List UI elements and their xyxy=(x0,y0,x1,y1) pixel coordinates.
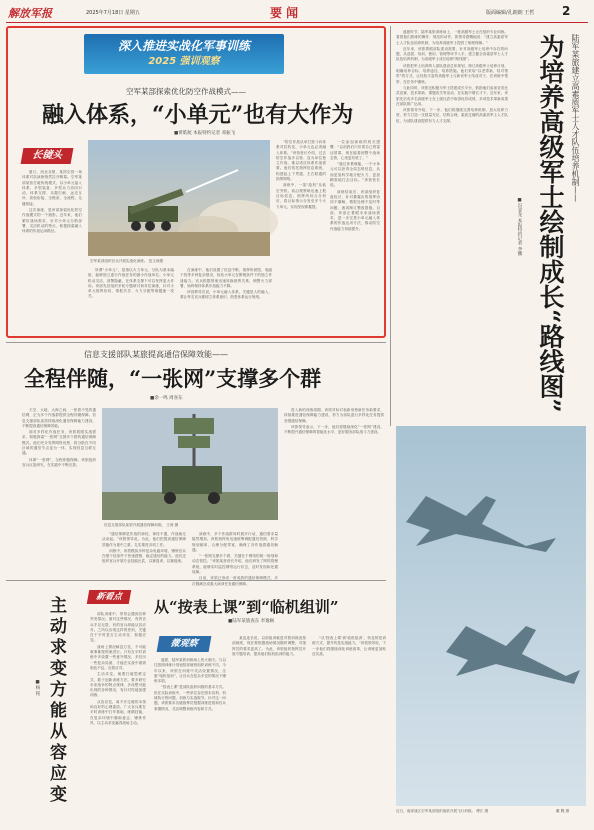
paragraph: 某连连长说，以前组训就是对着训练表按部就班，现在要根据战场情况随时调整，对指挥员的要求更高了。为此，该旅组织指挥员开展专题培训，提高他们临机组训的能力。 xyxy=(232,636,306,656)
bottom-story-byline: ■陆军某旅查东 李逸枫 xyxy=(228,619,275,624)
bottom-story-col2 xyxy=(232,636,306,820)
paragraph: 夏日，西北戈壁，某防空营一场体系对抗演练悄然拉开帷幕。空军某部某营打破传统模式，以小单元接入体系，多型装备、多型兵力协同行动，体系支撑、末端拦截、远近互补、高低衔接，全链条、全流程，无缝衔接。 xyxy=(22,170,82,206)
section-title: 要 闻 xyxy=(270,6,299,20)
top-story-subhead: 空军某部探索优化防空作战模式—— xyxy=(126,87,246,96)
paragraph: 一位参加演练的班长感慨：“以前我们只盯着自己的雷达屏幕，现在能看到整个战场态势，心里更有底了。” xyxy=(330,140,380,160)
top-story-photo-caption: 空军某部组织官兵开展实战化演练。 范文涛摄 xyxy=(90,259,164,263)
middle-story-col1 xyxy=(22,408,96,546)
paragraph: “通过体系赋能，一个小单元可以获得全局态势信息，从而更加科学地分配火力、更加精准地打击目标。”该营营长说。 xyxy=(330,162,380,188)
commentary-headline[interactable]: 主动求变方能从容应变 xyxy=(46,596,66,806)
page-number: 2 xyxy=(562,4,571,18)
paragraph: 从容应变，离不开过硬的本领和良好的心理素质。广大官兵要在平时训练中打牢基础、练精技能，在复杂环境中磨砺意志、锤炼作风，以主动求变赢得战场主动。 xyxy=(90,699,146,725)
top-story-kicker: 长镜头 xyxy=(21,148,74,164)
side-story-rule xyxy=(390,26,391,426)
paragraph: 该营教导员说，小单元融入体系，关键是人的融入，要让每名官兵都树立体系意识，熟悉体系运行规则。 xyxy=(180,290,272,300)
top-story-headline[interactable]: 融入体系，“小单元”也有大作为 xyxy=(42,102,354,128)
side-story-kicker: 陆军某旅建立高素质军士人才队伍培养机制—— xyxy=(571,34,580,202)
paragraph: 所谓“小单元”，是指以火力单元、分队为基本编组，能够独立遂行作战任务的最小作战单位。小单元机动灵活、部署隐蔽，在体系支撑下可以发挥更大作用。该部先后组织多轮专题研讨和对抗演练，针对小单元指挥协同、情报共享、火力分配等难题逐一攻关。 xyxy=(88,268,174,299)
commentary-byline: ■杨 铭 xyxy=(35,680,40,696)
paragraph: 部队训练中，常常会遇到各种突发情况。面对这些情况，有的官兵手足无措，有的官兵却能从容应对。之所以出现这样的差别，关键在于平时是否主动求变、积极应变。 xyxy=(90,612,146,643)
paragraph: 主动求变，就要打破思维定式，敢于创新训练方法。要多研究未来战争的特点规律，多设想可能出现的各种情况，有针对性地加强训练。 xyxy=(90,672,146,698)
paragraph: “从‘按表上课’到‘临机组训’，转变的是训练方式，提升的是实战能力。”该旅领导说，下一步他们将继续深化训练改革，让训练更加贴近实战。 xyxy=(312,636,386,656)
middle-story-rule xyxy=(6,342,386,343)
fighter-jets-image xyxy=(396,426,586,806)
side-story-headline[interactable]: 为培养高级军士绘制成长“路线图” xyxy=(536,34,565,413)
paragraph: 该旅领导介绍，下一步，他们将继续完善培养机制，加大培养力度，努力打造一支数量充足、结构合理、素质过硬的高素质军士人才队伍，为部队建设提供有力人才支撑。 xyxy=(396,108,508,123)
paragraph: 这次演练，是该部探索优化防空作战模式的一个缩影。近年来，他们紧盯战场需求，针对小单元分散部署、灵活机动的特点，积极探索融入体系的作战运用路径。 xyxy=(22,208,82,234)
top-story-col4 xyxy=(180,268,272,330)
bottom-story-headline[interactable]: 从“按表上课”到“临机组训” xyxy=(154,598,339,616)
paragraph: 演练结束后，该部组织复盘检讨，针对暴露出的指挥协同不顺畅、情报处理不及时等问题，逐项制订整改措施。目前，该部正着眼未来战场需求，进一步完善小单元融入体系的作战运用方法，推动防空作战能力持续提升。 xyxy=(330,189,380,231)
header-date: 2025年7月18日 星期五 xyxy=(86,10,140,16)
commentary-kicker: 新看点 xyxy=(87,590,131,604)
top-story-banner xyxy=(84,34,284,74)
paragraph: 近年来，该旅着眼部队建设需要，针对高级军士培养中存在的问题，从选拔、培训、使用、管理等环节入手，建立健全高素质军士人才队伍培养机制，为高级军士成长绘制“路线图”。 xyxy=(396,46,508,62)
side-story-body xyxy=(396,30,508,420)
paragraph: 盛夏时节，陆军某旅训练场上，一批高级军士正在组织专业训练。看着他们熟练的操作、规范的动作，旅领导感慨地说：“建立高素质军士人才队伍培养机制，为培养高级军士提供了制度保障。” xyxy=(396,30,508,45)
paragraph: “按表上课”是部队组织训练的基本方式。但在实际训练中，一些单位存在照本宣科、机械执行的问题，训练与实战脱节。针对这一问题，该旅要求各级指挥员根据训练进展和官兵掌握情况，灵活调整训练内容和方式。 xyxy=(154,685,226,711)
top-story-byline: ■黄皓航 本报特约记者 邓振飞 xyxy=(174,131,236,136)
paragraph: “一张网支撑多个群，关键在于网络的统一规划和动态管控。”该旅某营营长介绍，他们研发了网络管理系统，能够实时监控网络运行状态，及时发现和处置故障。 xyxy=(192,554,278,575)
header-rule xyxy=(6,22,588,23)
paragraph: 演练中，多个作战群同时展开行动，通信需求量陡然增加。该旅指挥所迅速统筹调配通信资源，科学规划频率，合理分配带宽，确保了各作战群通信畅通。 xyxy=(192,532,278,552)
middle-story-col2 xyxy=(102,532,186,576)
antenna-mast-image xyxy=(102,408,278,520)
middle-story-byline: ■余一鸣 周喜东 xyxy=(150,396,183,401)
jets-photo-credit: 戴 腾 摄 xyxy=(556,809,570,813)
paragraph: 目前，该旅已形成一套成熟的通信保障模式，多次圆满完成重大演训任务通信保障。 xyxy=(192,576,278,586)
middle-story-headline[interactable]: 全程伴随，“一张网”支撑多个群 xyxy=(24,366,322,391)
middle-story-col4 xyxy=(284,408,384,550)
commentary-body xyxy=(90,612,146,820)
paragraph: 面对多样化作战任务，该旅着眼实战需求，积极探索“一张网”支撑多个群的通信保障模式。他们充分发挥网络优势，将分散在不同区域的通信节点连为一体，实现信息互联互通。 xyxy=(22,430,96,456)
middle-story-photo xyxy=(102,408,278,520)
jets-photo-caption: 近日，南部战区空军某部组织战机开展飞行训练。 傅江 摄 xyxy=(396,809,489,813)
paragraph: “防空作战从单打独斗向体系对抗转变，小单元也必须融入体系。”该营营长介绍，过去防空作战多以营、连为单位独立作战，难以适应体系作战需要。他们依托指挥信息系统，构建起上下贯通、左右联通的指挥网络。 xyxy=(276,140,326,182)
paragraph: 进入新的训练周期，该旅对标对表新形势新任务新要求，持续推进通信保障能力建设，努力为部队遂行多样化任务提供坚强通信保障。 xyxy=(284,408,384,423)
top-story-col3 xyxy=(88,268,174,330)
paragraph: 盛夏，陆军某旅训练场上热火朝天。与以往按照训练计划表按部就班组织训练不同，今年以来，该旅在训练中灵活设置情况，注重“临机组训”，让官兵在复杂多变的情况下锤炼本领。 xyxy=(154,658,227,684)
side-story-byline: ■冯金龙 本报特约记者 李鹏 xyxy=(517,198,522,256)
paragraph: 该旅领导表示，下一步，他们将继续深化“一张网”建设，不断提升通信保障的智能化水平，更好服务部队战斗力建设。 xyxy=(284,424,384,435)
bottom-story-col3 xyxy=(312,636,386,820)
paragraph: 训练中，该旅模拟多种复杂电磁环境，锤炼官兵在强干扰条件下快速建链、稳定通信的能力。他们还组织官兵开展专业技能比武，以赛促训、以赛促练。 xyxy=(102,548,186,564)
top-story-photo xyxy=(88,140,270,256)
banner-title: 深入推进实战化军事训练 xyxy=(117,39,250,53)
top-story-col5 xyxy=(330,140,380,310)
paragraph: 演练中，一架“敌机”从低空突防。前沿观察哨迅速上报目标信息，指挥所综合分析后，将目标指示分发至多个火力单元，实现发现即摧毁。 xyxy=(276,183,326,209)
bottom-story-kicker: 微观察 xyxy=(157,636,212,652)
middle-story-photo-caption: 信息支援部队某旅开展通信保障训练。 王涛 摄 xyxy=(104,523,179,527)
paragraph: 天空、大地、大海之间，一张看不见的通信网，正为多个作战群提供全程伴随保障。信息支援部队某旅持续深化通信保障能力建设，不断提高通信保障效能。 xyxy=(22,408,96,428)
paragraph: 体系“一张网”，全程伴随保障。该旅组织官兵反复研究，在实践中不断完善。 xyxy=(22,457,96,467)
banner-subtitle: 2025 强训观察 xyxy=(148,56,220,67)
paragraph: 与此同时，该旅还积极为军士搭建成长平台，鼓励他们参加各类比武竞赛、技术革新、课题攻关等活动，在实践中增长才干。近年来，该旅先后有多名高级军士在上级比武中取得优异成绩，多项技术革新成果在部队推广运用。 xyxy=(396,85,508,106)
paragraph: 在演练中，他们设置了信息中断、指挥所被毁、电磁干扰等多种复杂情况，检验小单元在断链条件下的独立作战能力。官兵根据预案迅速转换指挥关系，调整火力部署，始终保持体系作战能力不降。 xyxy=(180,268,272,288)
middle-story-col3 xyxy=(192,532,278,586)
bottom-rule xyxy=(6,580,386,581)
paragraph: “通信保障是作战的神经，神经不通，作战就无从谈起。”该旅领导说。为此，他们把提高通信保障效能作为重中之重，扎实推进各项工作。 xyxy=(102,532,186,547)
top-story-col1 xyxy=(22,170,82,296)
top-story-col2 xyxy=(276,140,326,300)
bottom-story-col1 xyxy=(154,658,226,820)
jets-photo xyxy=(396,426,586,806)
missile-launcher-image xyxy=(88,140,270,256)
page-header xyxy=(0,0,594,22)
masthead-logo: 解放军报 xyxy=(8,7,52,20)
header-editors: 版面编辑/孔朗朗 王哲 xyxy=(486,10,535,16)
paragraph: 战场上情况瞬息万变，不可能事事都按预案进行。只有在平时训练中多设置一些意外情况，多经历一些复杂局面，才能在实战中做到临危不乱、沉着应对。 xyxy=(90,644,146,670)
paragraph: 该旅把军士培养纳入部队建设总体规划，制订高级军士培养计划，明确培养目标、培养途径、培养措施。他们采取“以老带新、结对帮带”的方式，让经验丰富的高级军士与新晋军士结成对子，在训练中帮带、在任务中锤炼。 xyxy=(396,63,508,84)
middle-story-subhead: 信息支援部队某旅提高通信保障效能—— xyxy=(84,350,228,359)
